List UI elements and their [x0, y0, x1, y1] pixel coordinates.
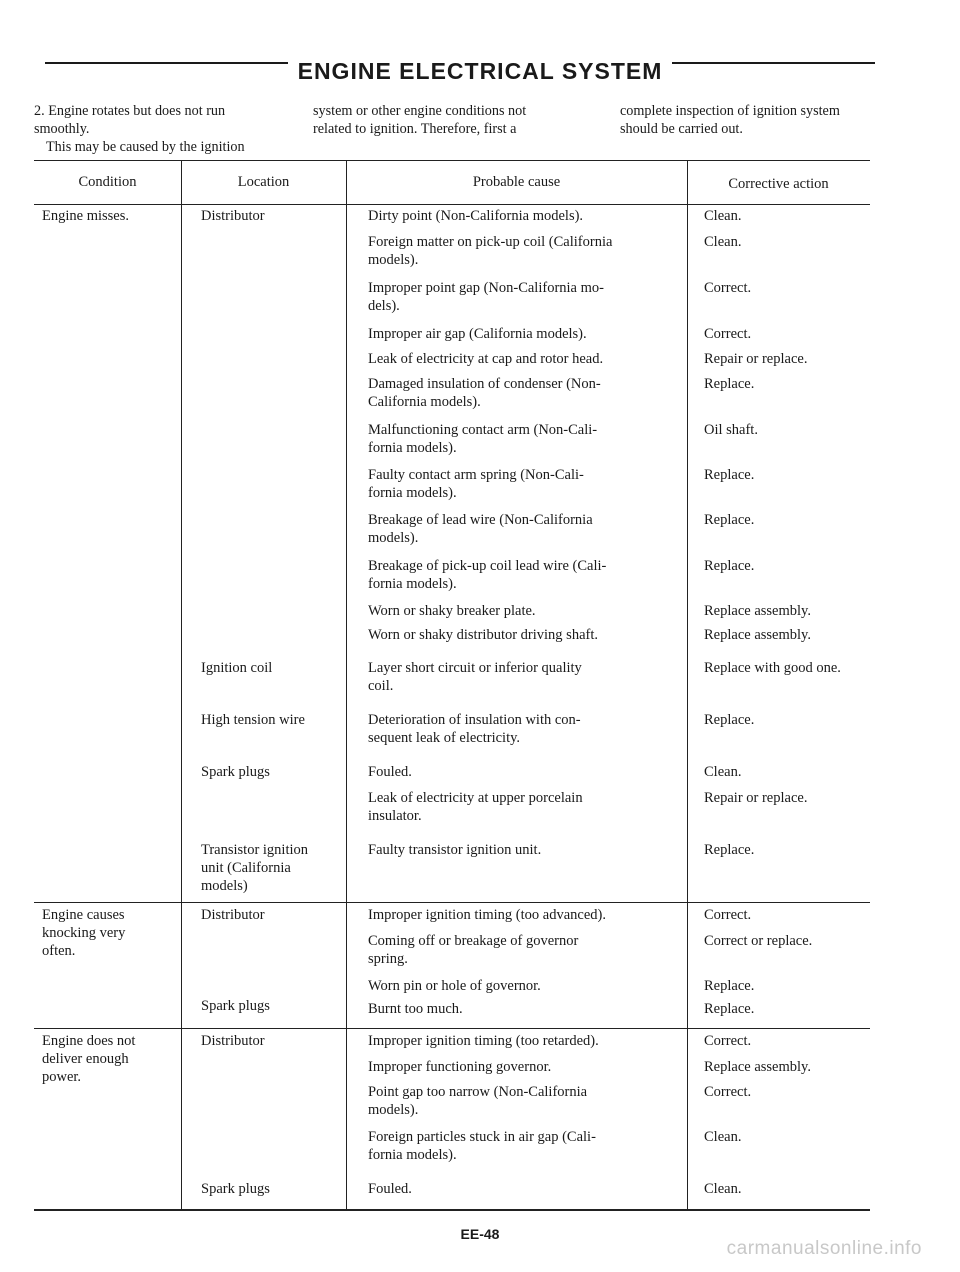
probable-cause-cell	[368, 557, 606, 593]
column-divider	[346, 160, 347, 1210]
probable-cause-text: fornia models).	[368, 485, 457, 501]
location-cell	[201, 711, 305, 729]
probable-cause-text: Leak of electricity at upper porcelain	[368, 790, 583, 806]
condition-cell	[42, 1032, 135, 1086]
probable-cause-text: Fouled.	[368, 764, 412, 780]
column-divider	[687, 160, 688, 1210]
corrective-action-cell: Replace.	[704, 512, 755, 528]
probable-cause-cell	[368, 763, 412, 781]
condition-cell	[42, 906, 125, 960]
corrective-action-cell: Correct.	[704, 1084, 752, 1100]
condition-text: Engine causes	[42, 907, 125, 923]
corrective-action-cell: Correct.	[704, 907, 752, 923]
probable-cause-cell	[368, 1032, 599, 1050]
probable-cause-text: fornia models).	[368, 440, 457, 456]
probable-cause-text: Layer short circuit or inferior quality	[368, 660, 582, 676]
probable-cause-text: Faulty transistor ignition unit.	[368, 842, 542, 858]
corrective-action-cell: Correct.	[704, 280, 752, 296]
intro-line: should be carried out.	[620, 121, 743, 137]
probable-cause-text: Improper ignition timing (too advanced).	[368, 907, 606, 923]
probable-cause-text: fornia models).	[368, 576, 457, 592]
corrective-action-cell: Replace.	[704, 467, 755, 483]
probable-cause-cell	[368, 1000, 463, 1018]
corrective-action-cell: Clean.	[704, 1129, 742, 1145]
location-text: Spark plugs	[201, 764, 270, 780]
header-probable-cause: Probable cause	[472, 174, 561, 190]
corrective-action-cell: Repair or replace.	[704, 351, 808, 367]
probable-cause-cell	[368, 279, 604, 315]
condition-text: Engine misses.	[42, 208, 129, 224]
probable-cause-cell	[368, 626, 598, 644]
condition-cell	[42, 207, 129, 225]
probable-cause-text: models).	[368, 530, 419, 546]
probable-cause-text: Worn or shaky breaker plate.	[368, 603, 536, 619]
corrective-action-cell: Replace.	[704, 978, 755, 994]
location-text: unit (California	[201, 860, 291, 876]
probable-cause-text: Burnt too much.	[368, 1001, 463, 1017]
probable-cause-text: Improper point gap (Non-California mo-	[368, 280, 604, 296]
location-text: Distributor	[201, 1033, 265, 1049]
intro-column-1	[34, 102, 245, 156]
probable-cause-text: California models).	[368, 394, 481, 410]
probable-cause-text: Improper ignition timing (too retarded).	[368, 1033, 599, 1049]
intro-line: system or other engine conditions not	[313, 103, 527, 119]
probable-cause-text: Breakage of lead wire (Non-California	[368, 512, 593, 528]
probable-cause-cell	[368, 325, 587, 343]
intro-line: complete inspection of ignition system	[620, 103, 840, 119]
location-cell	[201, 763, 270, 781]
probable-cause-cell	[368, 932, 578, 968]
probable-cause-cell	[368, 906, 606, 924]
probable-cause-text: models).	[368, 1102, 419, 1118]
probable-cause-cell	[368, 1180, 412, 1198]
page-number: EE-48	[460, 1226, 500, 1242]
probable-cause-cell	[368, 1083, 587, 1119]
probable-cause-text: Breakage of pick-up coil lead wire (Cali-	[368, 558, 607, 574]
intro-column-2	[313, 102, 526, 138]
probable-cause-text: sequent leak of electricity.	[368, 730, 521, 746]
location-text: Ignition coil	[201, 660, 273, 676]
location-cell	[201, 841, 308, 895]
corrective-action-cell: Correct.	[704, 1033, 752, 1049]
header-condition: Condition	[78, 174, 137, 190]
probable-cause-cell	[368, 511, 593, 547]
location-cell	[201, 906, 265, 924]
condition-text: deliver enough	[42, 1051, 129, 1067]
probable-cause-cell	[368, 466, 584, 502]
corrective-action-cell: Clean.	[704, 234, 742, 250]
probable-cause-cell	[368, 233, 612, 269]
probable-cause-text: Leak of electricity at cap and rotor head.	[368, 351, 604, 367]
corrective-action-cell: Replace assembly.	[704, 1059, 811, 1075]
probable-cause-cell	[368, 421, 597, 457]
probable-cause-text: Dirty point (Non-California models).	[368, 208, 584, 224]
probable-cause-cell	[368, 711, 581, 747]
probable-cause-text: insulator.	[368, 808, 422, 824]
probable-cause-cell	[368, 350, 603, 368]
location-text: models)	[201, 878, 248, 894]
probable-cause-cell	[368, 1128, 596, 1164]
corrective-action-cell: Clean.	[704, 764, 742, 780]
corrective-action-cell: Replace.	[704, 558, 755, 574]
location-text: Spark plugs	[201, 1181, 270, 1197]
probable-cause-cell	[368, 789, 583, 825]
location-cell	[201, 997, 270, 1015]
probable-cause-cell	[368, 841, 541, 859]
location-cell	[201, 659, 272, 677]
probable-cause-text: Point gap too narrow (Non-California	[368, 1084, 588, 1100]
row-group-separator	[34, 1028, 870, 1029]
location-text: Transistor ignition	[201, 842, 309, 858]
corrective-action-cell: Replace with good one.	[704, 660, 841, 676]
location-text: Distributor	[201, 907, 265, 923]
location-text: High tension wire	[201, 712, 305, 728]
probable-cause-text: Improper air gap (California models).	[368, 326, 587, 342]
probable-cause-text: Damaged insulation of condenser (Non-	[368, 376, 601, 392]
location-text: Spark plugs	[201, 998, 270, 1014]
table-header-rule	[34, 204, 870, 205]
corrective-action-cell: Correct or replace.	[704, 933, 813, 949]
probable-cause-text: Worn or shaky distributor driving shaft.	[368, 627, 598, 643]
probable-cause-cell	[368, 659, 582, 695]
corrective-action-cell: Replace.	[704, 712, 755, 728]
probable-cause-text: Foreign particles stuck in air gap (Cali-	[368, 1129, 596, 1145]
corrective-action-cell: Replace assembly.	[704, 603, 811, 619]
corrective-action-cell: Repair or replace.	[704, 790, 808, 806]
condition-text: often.	[42, 943, 76, 959]
header-corrective-action: Corrective action	[728, 176, 829, 192]
probable-cause-text: spring.	[368, 951, 408, 967]
probable-cause-cell	[368, 375, 601, 411]
probable-cause-text: Fouled.	[368, 1181, 412, 1197]
table-bottom-rule	[34, 1209, 870, 1211]
probable-cause-text: Coming off or breakage of governor	[368, 933, 579, 949]
probable-cause-text: Faulty contact arm spring (Non-Cali-	[368, 467, 584, 483]
condition-text: knocking very	[42, 925, 126, 941]
probable-cause-text: Malfunctioning contact arm (Non-Cali-	[368, 422, 598, 438]
intro-line: smoothly.	[34, 121, 90, 137]
corrective-action-cell: Replace assembly.	[704, 627, 811, 643]
probable-cause-text: fornia models).	[368, 1147, 457, 1163]
condition-text: power.	[42, 1069, 82, 1085]
row-group-separator	[34, 902, 870, 903]
corrective-action-cell: Replace.	[704, 376, 755, 392]
header-location: Location	[237, 174, 290, 190]
probable-cause-text: Foreign matter on pick-up coil (California	[368, 234, 613, 250]
probable-cause-text: Deterioration of insulation with con-	[368, 712, 581, 728]
intro-line: This may be caused by the ignition	[46, 139, 245, 155]
probable-cause-cell	[368, 1058, 551, 1076]
corrective-action-cell: Oil shaft.	[704, 422, 758, 438]
location-cell	[201, 1032, 265, 1050]
table-top-rule	[34, 160, 870, 161]
probable-cause-text: models).	[368, 252, 419, 268]
intro-line: 2. Engine rotates but does not run	[34, 103, 226, 119]
probable-cause-cell	[368, 207, 583, 225]
page-title	[0, 58, 960, 85]
location-cell	[201, 207, 265, 225]
corrective-action-cell: Correct.	[704, 326, 752, 342]
intro-line: related to ignition. Therefore, first a	[313, 121, 517, 137]
probable-cause-cell	[368, 977, 541, 995]
probable-cause-text: Worn pin or hole of governor.	[368, 978, 541, 994]
page-title-text: ENGINE ELECTRICAL SYSTEM	[288, 58, 673, 84]
probable-cause-cell	[368, 602, 536, 620]
condition-text: Engine does not	[42, 1033, 136, 1049]
location-cell	[201, 1180, 270, 1198]
intro-column-3	[620, 102, 840, 138]
corrective-action-cell: Clean.	[704, 208, 742, 224]
probable-cause-text: Improper functioning governor.	[368, 1059, 552, 1075]
column-divider	[181, 160, 182, 1210]
watermark: carmanualsonline.info	[726, 1238, 922, 1259]
corrective-action-cell: Replace.	[704, 842, 755, 858]
corrective-action-cell: Replace.	[704, 1001, 755, 1017]
location-text: Distributor	[201, 208, 265, 224]
corrective-action-cell: Clean.	[704, 1181, 742, 1197]
probable-cause-text: dels).	[368, 298, 400, 314]
probable-cause-text: coil.	[368, 678, 394, 694]
